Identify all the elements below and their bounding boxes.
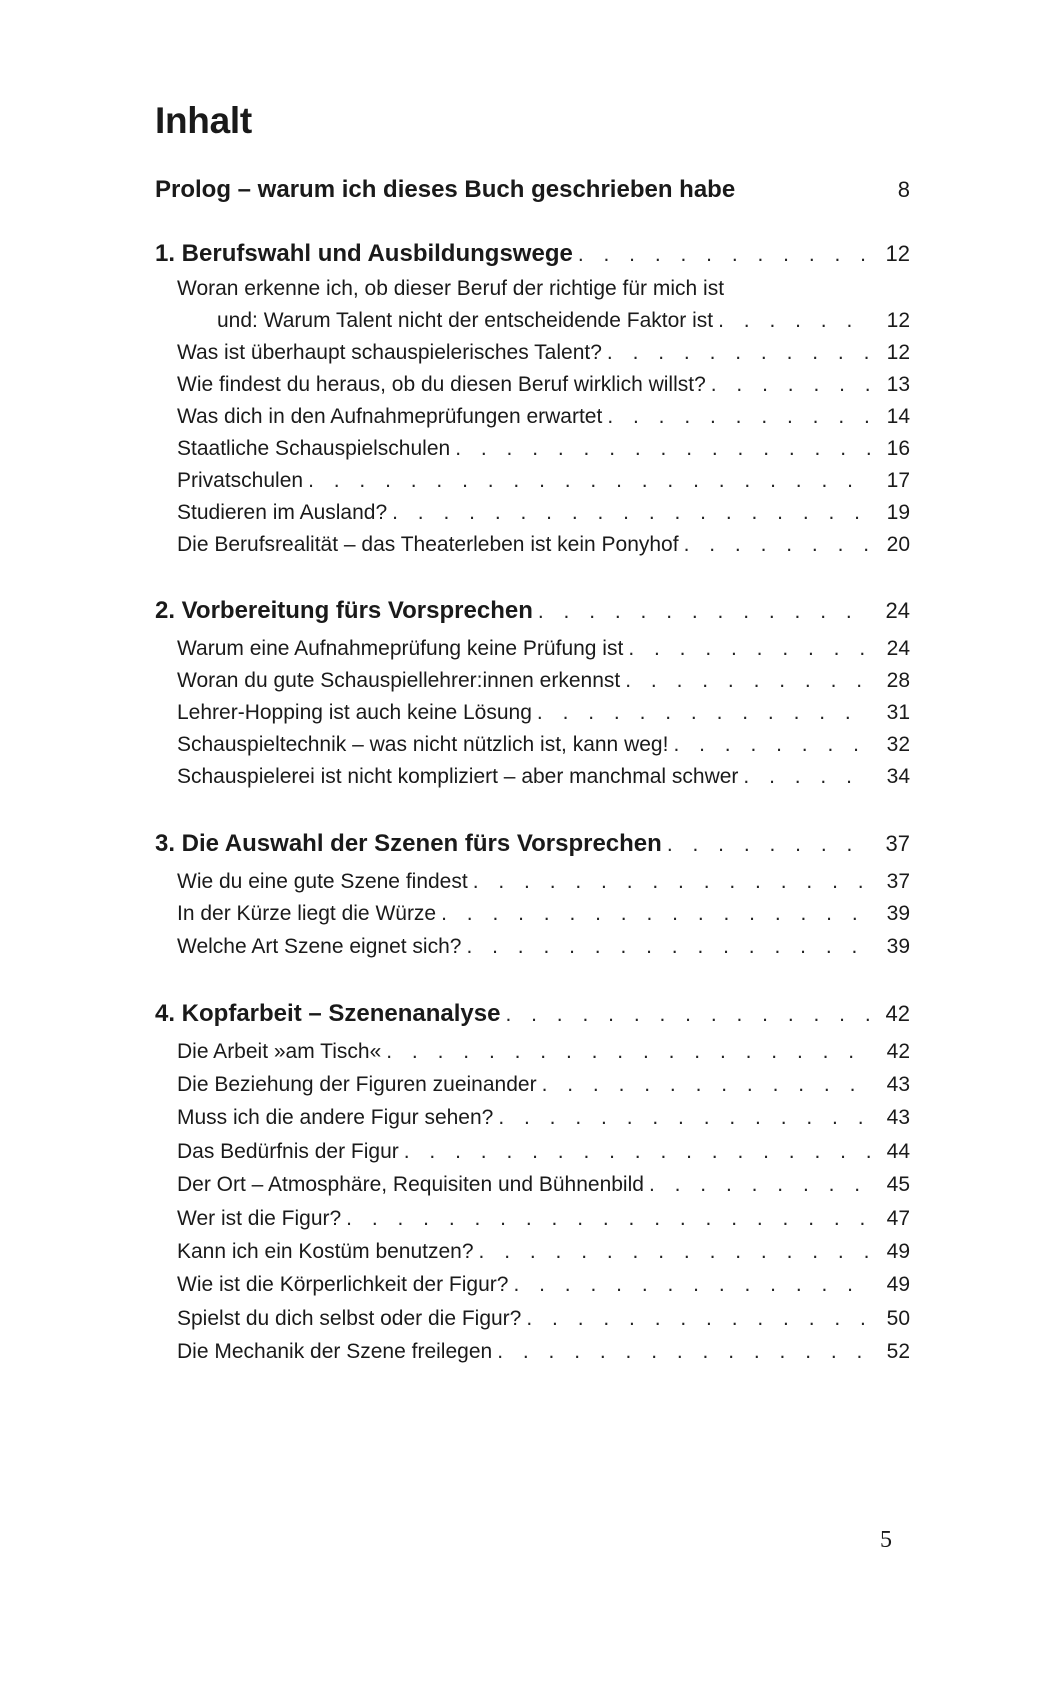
toc-label: Woran du gute Schauspiellehrer:innen erkennst [177,669,621,692]
toc-leader [532,701,870,725]
toc-label: Wie du eine gute Szene findest [177,870,468,893]
toc-entry[interactable] [155,533,910,567]
toc-leader [620,669,870,693]
toc-leader [461,935,870,959]
toc-entry[interactable] [155,1207,910,1241]
toc-label: Wer ist die Figur? [177,1207,342,1230]
toc-page-number: 32 [886,733,910,756]
toc-entry[interactable] [155,1040,910,1074]
toc-entry[interactable] [155,902,910,936]
toc-label: Was dich in den Aufnahmeprüfungen erwartet [177,405,603,428]
toc-page-number: 39 [886,935,910,958]
toc-entry[interactable] [155,637,910,671]
toc-leader [537,1073,870,1097]
toc-label: Die Mechanik der Szene freilegen [177,1340,493,1363]
toc-entry[interactable] [155,1073,910,1107]
toc-entry[interactable] [155,341,910,375]
toc-entry[interactable] [155,765,910,799]
toc-page-number: 39 [886,902,910,925]
toc-leader [623,637,870,661]
toc-leader [662,833,870,857]
page-title: Inhalt [155,100,252,141]
toc-label: Warum eine Aufnahmeprüfung keine Prüfung ist [177,637,624,660]
toc-page-number: 12 [886,341,910,364]
toc-page-number: 31 [886,701,910,724]
toc-leader [492,1340,870,1364]
toc-leader [493,1106,870,1130]
toc-entry[interactable] [155,935,910,969]
toc-page-number: 49 [886,1240,910,1263]
toc-page-number: 28 [886,669,910,692]
toc-label: Der Ort – Atmosphäre, Requisiten und Bühnenbild [177,1173,644,1196]
toc-leader [644,1173,870,1197]
toc-entry[interactable] [155,405,910,439]
toc-label: Welche Art Szene eignet sich? [177,935,462,958]
toc-entry[interactable] [155,733,910,767]
toc-prolog[interactable] [155,176,910,210]
toc-chapter-3[interactable] [155,830,910,864]
page-number-folio: 5 [880,1527,892,1553]
toc-leader [387,501,870,525]
toc-label: 4. Kopfarbeit – Szenenanalyse [155,1000,501,1027]
toc-entry[interactable] [155,437,910,471]
toc-entry[interactable] [155,469,910,503]
toc-leader [573,243,870,267]
toc-page-number: 37 [885,831,910,856]
toc-entry[interactable] [155,870,910,904]
toc-entry[interactable] [155,1240,910,1274]
table-of-contents [155,0,910,1695]
toc-entry[interactable] [155,373,910,407]
toc-label: Wie findest du heraus, ob du diesen Beruf wirklich willst? [177,373,706,396]
toc-label: Die Beziehung der Figuren zueinander [177,1073,537,1096]
toc-leader [436,902,870,926]
toc-leader [399,1140,870,1164]
toc-label: Schauspieltechnik – was nicht nützlich ist, kann weg! [177,733,669,756]
toc-label: In der Kürze liegt die Würze [177,902,437,925]
toc-label: 2. Vorbereitung fürs Vorsprechen [155,597,533,624]
toc-entry[interactable] [155,309,910,343]
toc-entry[interactable] [155,501,910,535]
toc-page-number: 13 [886,373,910,396]
toc-page-number: 16 [886,437,910,460]
toc-label: Was ist überhaupt schauspielerisches Talent? [177,341,602,364]
toc-leader [341,1207,870,1231]
toc-page-number: 47 [886,1207,910,1230]
toc-leader [668,733,870,757]
toc-page-number: 19 [886,501,910,524]
toc-leader [450,437,870,461]
toc-label: Staatliche Schauspielschulen [177,437,451,460]
toc-page-number: 52 [886,1340,910,1363]
toc-entry[interactable] [155,669,910,703]
toc-leader [738,765,870,789]
toc-label: Das Bedürfnis der Figur [177,1140,399,1163]
toc-page-number: 8 [897,177,910,202]
toc-page-number: 24 [885,598,910,623]
toc-leader [474,1240,870,1264]
toc-entry[interactable] [155,1140,910,1174]
toc-entry[interactable] [155,1173,910,1207]
toc-page-number: 12 [886,309,910,332]
toc-leader [533,600,870,624]
toc-page-number: 43 [886,1073,910,1096]
toc-page-number: 12 [885,241,910,266]
toc-label: Lehrer-Hopping ist auch keine Lösung [177,701,532,724]
toc-chapter-4[interactable] [155,1000,910,1034]
toc-leader [521,1307,870,1331]
toc-label: Woran erkenne ich, ob dieser Beruf der richtige für mich ist [177,277,725,300]
toc-leader [706,373,870,397]
toc-label: Muss ich die andere Figur sehen? [177,1106,494,1129]
toc-page-number: 17 [886,469,910,492]
toc-entry[interactable] [155,1106,910,1140]
toc-page-number: 42 [886,1040,910,1063]
toc-label: 1. Berufswahl und Ausbildungswege [155,240,573,267]
toc-page-number: 45 [886,1173,910,1196]
toc-label: Kann ich ein Kostüm benutzen? [177,1240,474,1263]
toc-leader [303,469,870,493]
toc-leader [679,533,870,557]
toc-leader [468,870,870,894]
toc-page-number: 24 [886,637,910,660]
toc-page-number: 20 [886,533,910,556]
toc-leader [508,1273,870,1297]
toc-page-number: 44 [886,1140,910,1163]
toc-label: und: Warum Talent nicht der entscheidende Faktor ist [217,309,714,332]
toc-leader [602,341,870,365]
toc-entry[interactable] [155,1307,910,1341]
toc-label: 3. Die Auswahl der Szenen fürs Vorsprechen [155,830,662,857]
toc-page-number: 49 [886,1273,910,1296]
toc-leader [381,1040,870,1064]
toc-label: Die Arbeit »am Tisch« [177,1040,382,1063]
toc-leader [602,405,870,429]
toc-leader [713,309,870,333]
toc-label: Die Berufsrealität – das Theaterleben ist kein Ponyhof [177,533,679,556]
toc-label: Spielst du dich selbst oder die Figur? [177,1307,522,1330]
toc-chapter-2[interactable] [155,597,910,631]
toc-page-number: 50 [886,1307,910,1330]
toc-entry[interactable] [155,1340,910,1374]
toc-page-number: 42 [885,1001,910,1026]
toc-chapter-1[interactable] [155,240,910,274]
toc-page-number: 14 [886,405,910,428]
toc-label: Privatschulen [177,469,304,492]
toc-page-number: 43 [886,1106,910,1129]
toc-label: Wie ist die Körperlichkeit der Figur? [177,1273,509,1296]
toc-entry[interactable] [155,277,910,311]
toc-leader [500,1003,870,1027]
toc-page-number: 34 [886,765,910,788]
toc-label: Prolog – warum ich dieses Buch geschrieben habe [155,176,736,203]
toc-label: Studieren im Ausland? [177,501,388,524]
toc-entry[interactable] [155,1273,910,1307]
toc-page-number: 37 [886,870,910,893]
toc-label: Schauspielerei ist nicht kompliziert – aber manchmal schwer [177,765,739,788]
toc-entry[interactable] [155,701,910,735]
